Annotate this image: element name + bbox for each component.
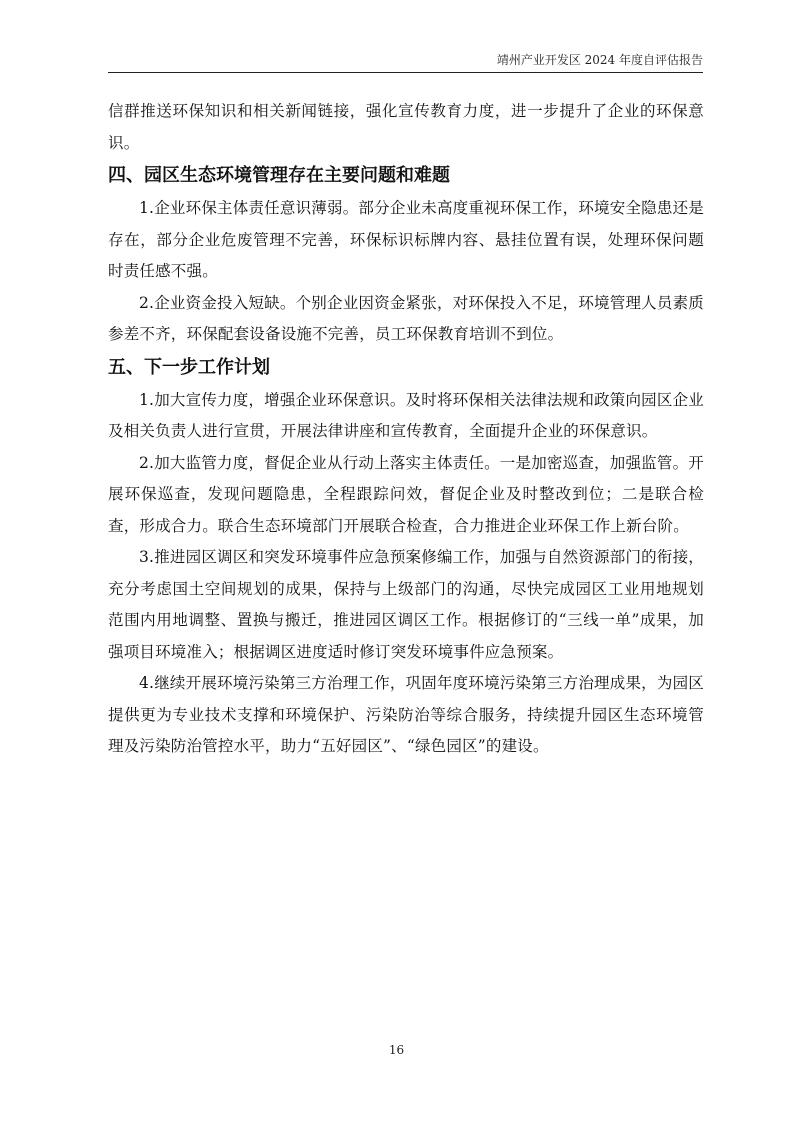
header-title: 靖州产业开发区 2024 年度自评估报告 — [496, 53, 703, 67]
page-header — [108, 50, 703, 73]
paragraph-problem-2: 2.企业资金投入短缺。个别企业因资金紧张，对环保投入不足，环境管理人员素质参差不齐，环保配套设备设施不完善，员工环保教育培训不到位。 — [108, 293, 704, 343]
section-heading-plan: 五、下一步工作计划 — [108, 356, 270, 378]
document-body — [108, 96, 704, 763]
section-heading-problems: 四、园区生态环境管理存在主要问题和难题 — [108, 165, 450, 186]
paragraph-plan-2: 2.加大监管力度，督促企业从行动上落实主体责任。一是加密巡查，加强监管。开展环保巡查，发现问题隐患，全程跟踪问效，督促企业及时整改到位；二是联合检查，形成合力。联合生态环境部门开展联合检查，合力推进企业环保工作上新台阶。 — [108, 453, 704, 535]
paragraph-plan-4: 4.继续开展环境污染第三方治理工作，巩固年度环境污染第三方治理成果，为园区提供更为专业技术支撑和环境保护、污染防治等综合服务，持续提升园区生态环境管理及污染防治管控水平，助力“五好园区”、“绿色园区”的建设。 — [108, 674, 704, 755]
paragraph-problem-1: 1.企业环保主体责任意识薄弱。部分企业未高度重视环保工作，环境安全隐患还是存在，部分企业危废管理不完善，环保标识标牌内容、悬挂位置有误，处理环保问题时责任感不强。 — [108, 199, 704, 280]
page-number: 16 — [388, 1043, 405, 1057]
paragraph-plan-1: 1.加大宣传力度，增强企业环保意识。及时将环保相关法律法规和政策向园区企业及相关负责人进行宣贯，开展法律讲座和宣传教育，全面提升企业的环保意识。 — [108, 390, 704, 440]
paragraph-plan-3: 3.推进园区调区和突发环境事件应急预案修编工作，加强与自然资源部门的衔接，充分考虑国土空间规划的成果，保持与上级部门的沟通，尽快完成园区工业用地规划范围内用地调整、置换与搬迁，推进园区调区工作。根据修订的“三线一单”成果，加强项目环境准入；根据调区进度适时修订突发环境事件应急预案。 — [108, 548, 704, 661]
paragraph-continuation: 信群推送环保知识和相关新闻链接，强化宣传教育力度，进一步提升了企业的环保意识。 — [108, 102, 704, 152]
